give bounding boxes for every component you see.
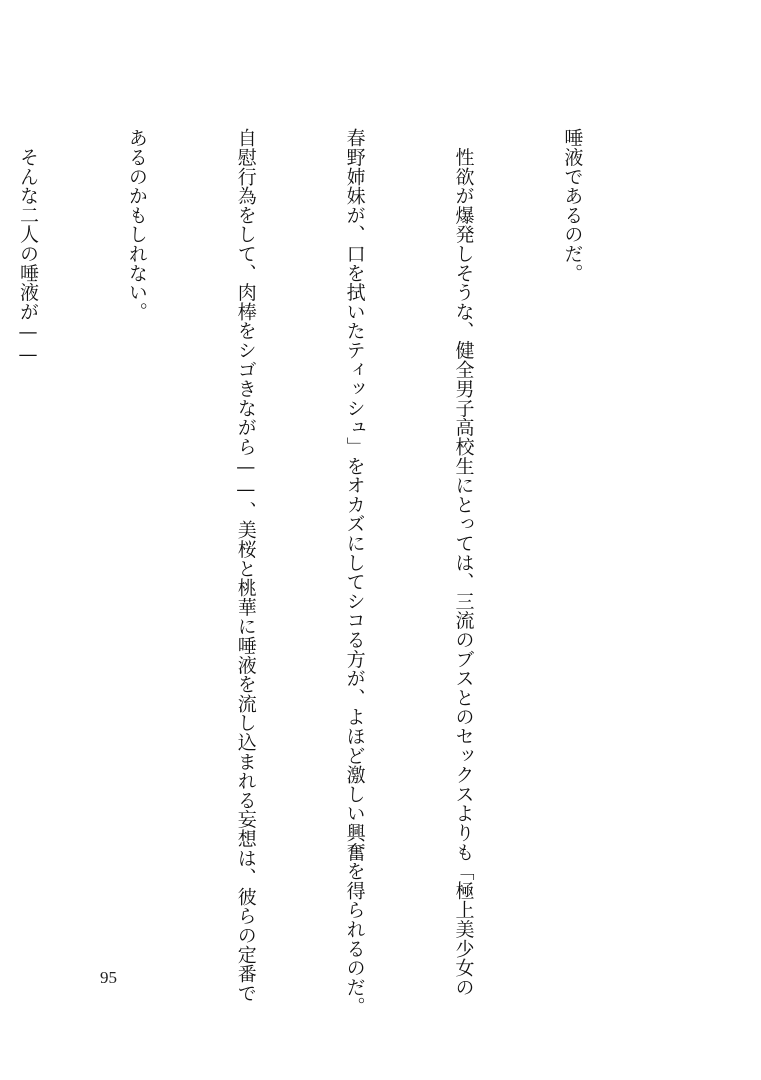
text-line: 唾液であるのだ。 bbox=[561, 128, 584, 283]
text-line: 春野姉妹が、口を拭いたティッシュ」をオカズにしてシコる方が、よほど激しい興奮を得られるのだ。 bbox=[343, 128, 366, 1016]
text-line: そんな二人の唾液が—— bbox=[16, 128, 39, 366]
text-line: 性欲が爆発しそうな、健全男子高校生にとっては、三流のブスとのセックスよりも「極上美少女の bbox=[452, 128, 475, 997]
text-line: 自慰行為をして、肉棒をシゴきながら——、美桜と桃華に唾液を流し込まれる妄想は、彼らの定番で bbox=[234, 128, 257, 1003]
page-number: 95 bbox=[100, 968, 117, 987]
text-line: あるのかもしれない。 bbox=[125, 128, 148, 321]
